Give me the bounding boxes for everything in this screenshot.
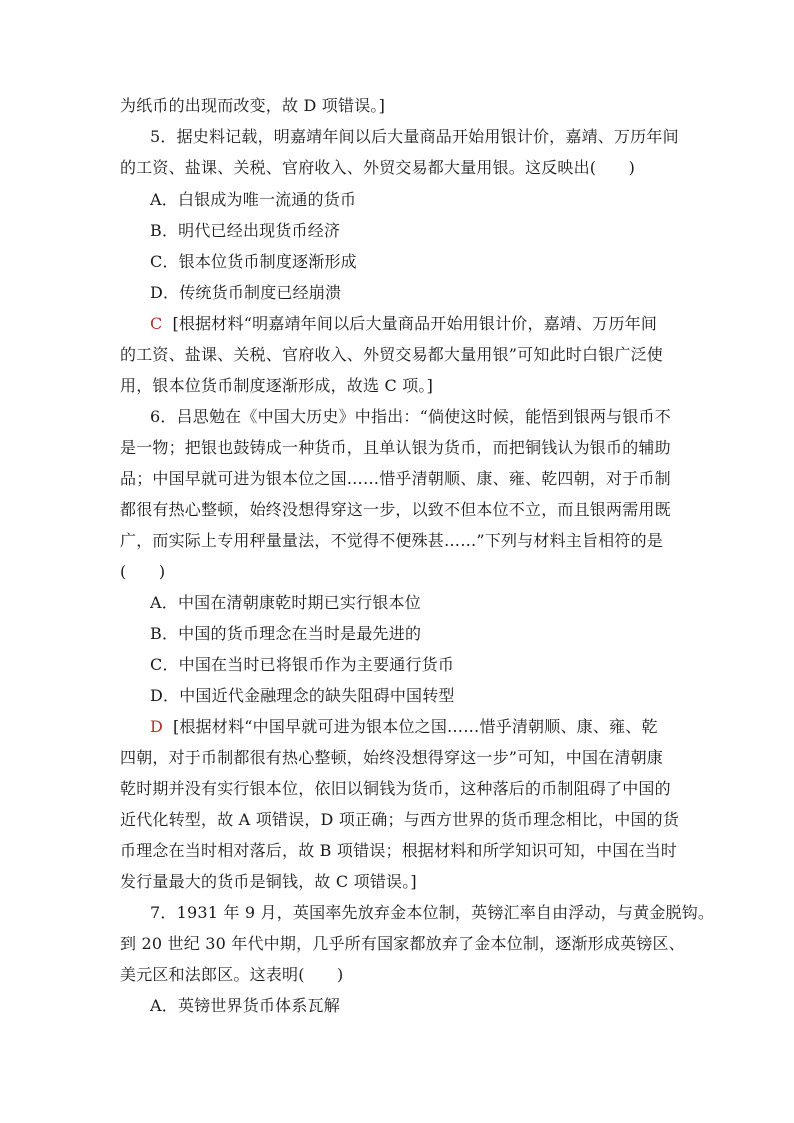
text-line: 的工资、盐课、关税、官府收入、外贸交易都大量用银”可知此时白银广泛使 xyxy=(120,345,663,364)
text-line: 发行量最大的货币是铜钱，故 C 项错误。] xyxy=(120,872,417,891)
text-line: 到 20 世纪 30 年代中期，几乎所有国家都放弃了金本位制，逐渐形成英镑区、 xyxy=(120,934,685,953)
answer-letter: D xyxy=(150,717,164,736)
text-line: 都很有热心整顿，始终没想得穿这一步，以致不但本位不立，而且银两需用既 xyxy=(120,500,671,519)
text-line: 为纸币的出现而改变，故 D 项错误。] xyxy=(120,96,386,115)
option-b: B．中国的货币理念在当时是最先进的 xyxy=(150,624,422,643)
text-line: 近代化转型，故 A 项错误，D 项正确；与西方世界的货币理念相比，中国的货 xyxy=(120,810,680,829)
text-line: 广，而实际上专用秤量量法，不觉得不便殊甚……”下列与材料主旨相符的是 xyxy=(120,531,663,550)
text-line: 是一物；把银也鼓铸成一种货币，且单认银为货币，而把铜钱认为银币的辅助 xyxy=(120,438,671,457)
option-a: A．白银成为唯一流通的货币 xyxy=(150,190,357,209)
text-line: 币理念在当时相对落后，故 B 项错误；根据材料和所学知识可知，中国在当时 xyxy=(120,841,678,860)
option-c: C．银本位货币制度逐渐形成 xyxy=(150,252,357,271)
text-line: 的工资、盐课、关税、官府收入、外贸交易都大量用银。这反映出( ) xyxy=(120,158,636,177)
question-5-stem: 5．据史料记载，明嘉靖年间以后大量商品开始用银计价，嘉靖、万历年间 xyxy=(150,127,679,146)
answer-explanation xyxy=(150,314,710,334)
explanation-text: [根据材料“中国早就可进为银本位之国……惜乎清朝顺、康、雍、乾 xyxy=(173,717,658,736)
text-line: 美元区和法郎区。这表明( ) xyxy=(120,965,344,984)
option-a: A．英镑世界货币体系瓦解 xyxy=(150,996,340,1015)
text-line: 品；中国早就可进为银本位之国……惜乎清朝顺、康、雍、乾四朝，对于币制 xyxy=(120,469,671,488)
text-line: ( ) xyxy=(120,562,166,581)
explanation-text: [根据材料“明嘉靖年间以后大量商品开始用银计价，嘉靖、万历年间 xyxy=(172,314,658,333)
question-6-stem: 6．吕思勉在《中国大历史》中指出：“倘使这时候，能悟到银两与银币不 xyxy=(150,407,671,426)
option-a: A．中国在清朝康乾时期已实行银本位 xyxy=(150,593,421,612)
option-d: D．中国近代金融理念的缺失阻碍中国转型 xyxy=(150,686,455,705)
question-7-stem: 7．1931 年 9 月，英国率先放弃金本位制，英镑汇率自由浮动，与黄金脱钩。 xyxy=(150,903,715,922)
option-c: C．中国在当时已将银币作为主要通行货币 xyxy=(150,655,455,674)
answer-letter: C xyxy=(150,314,163,333)
text-line: 乾时期并没有实行银本位，依旧以铜钱为货币，这种落后的币制阻碍了中国的 xyxy=(120,779,671,798)
text-line: 四朝，对于币制都很有热心整顿，始终没想得穿这一步”可知，中国在清朝康 xyxy=(120,748,663,767)
option-d: D．传统货币制度已经崩溃 xyxy=(150,283,342,302)
text-line: 用，银本位货币制度逐渐形成，故选 C 项。] xyxy=(120,376,434,395)
answer-explanation xyxy=(150,717,710,737)
option-b: B．明代已经出现货币经济 xyxy=(150,221,341,240)
